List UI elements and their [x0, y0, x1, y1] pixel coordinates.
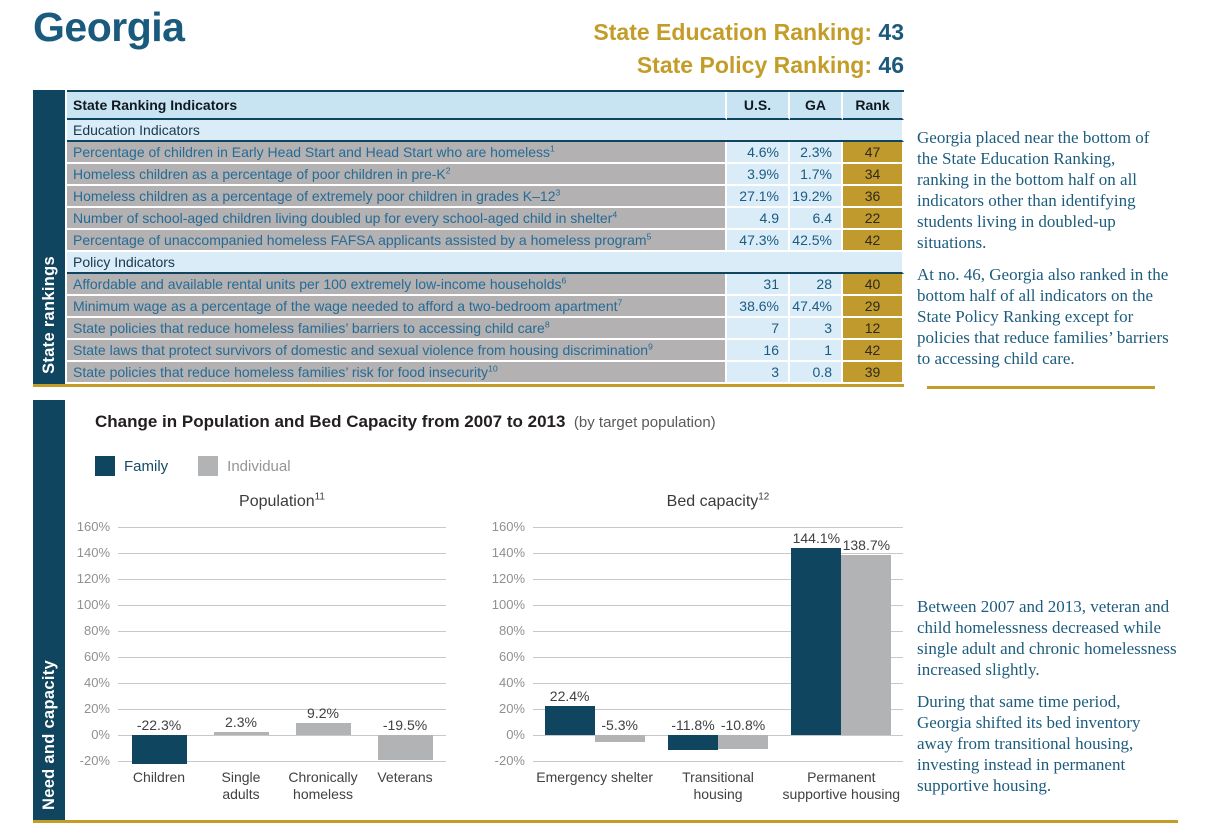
- footnote-ref: 10: [488, 363, 498, 374]
- gridline: [533, 527, 903, 528]
- footnote-ref: 4: [612, 209, 618, 220]
- us-value: 16: [727, 340, 790, 362]
- rank-value: 42: [843, 230, 904, 252]
- indicator-label: Homeless children as a percentage of extremely poor children in grades $K-12^3$: [67, 186, 727, 208]
- indicator-label: Percentage of unaccompanied homeless FAFSA applicants assisted by a homeless program$^5$: [67, 230, 727, 252]
- table-group-label: Education Indicators: [67, 120, 904, 142]
- x-axis-category-label: Single adults: [221, 769, 261, 802]
- y-axis: [76, 519, 118, 768]
- footnote-ref: 9: [648, 341, 653, 352]
- ga-value: 42.5%: [790, 230, 843, 252]
- plot-area: [118, 527, 446, 761]
- gridline: [118, 553, 446, 554]
- ga-value: 1: [790, 340, 843, 362]
- column-header-indicator: State Ranking Indicators: [67, 92, 727, 120]
- y-axis-tick-label: 40%: [498, 675, 525, 690]
- indicator-label: State policies that reduce homeless families’ barriers to accessing child care$^8$: [67, 318, 727, 340]
- x-axis-category-label: Permanent supportive housing: [782, 769, 901, 802]
- policy-ranking-value: 46: [878, 52, 904, 78]
- education-ranking-value: 43: [878, 19, 904, 45]
- bar-value-label: 9.2%: [307, 705, 339, 722]
- y-axis: [491, 519, 533, 768]
- commentary-paragraph: Between 2007 and 2013, veteran and child homelessness decreased while single adult and chronic homelessness increased slightly.: [917, 597, 1177, 679]
- ga-value: 0.8: [790, 362, 843, 384]
- bar-individual: [841, 555, 891, 735]
- us-value: 4.9: [727, 208, 790, 230]
- gridline: [118, 579, 446, 580]
- bar-individual: [595, 735, 645, 742]
- ga-value: 28: [790, 274, 843, 296]
- individual-color-swatch: [198, 456, 218, 476]
- y-axis-tick-label: 60%: [498, 649, 525, 664]
- state-ranking-table-body: [67, 120, 904, 384]
- indicator-label: Percentage of children in Early Head Start and Head Start who are homeless$^1$: [67, 142, 727, 164]
- indicator-row: [67, 208, 904, 230]
- us-value: 47.3%: [727, 230, 790, 252]
- footnote-ref: 1: [550, 143, 555, 154]
- footnote-ref: 2: [445, 165, 451, 176]
- section-tab-label: Need and capacity: [39, 660, 58, 810]
- section-tab-need-and-capacity: [33, 400, 65, 820]
- bar-family: [132, 735, 187, 764]
- us-value: 31: [727, 274, 790, 296]
- gridline: [118, 709, 446, 710]
- y-axis-tick-label: 20%: [83, 701, 110, 716]
- gridline: [118, 631, 446, 632]
- y-axis-tick-label: 40%: [83, 675, 110, 690]
- chart-section-heading: [95, 412, 716, 432]
- bar-individual: [214, 732, 269, 735]
- legend-item-family: [95, 456, 168, 476]
- page-title: Georgia: [33, 4, 185, 50]
- ga-value: 6.4: [790, 208, 843, 230]
- ga-value: 1.7%: [790, 164, 843, 186]
- y-axis-tick-label: 120%: [76, 571, 110, 586]
- bar-individual: [296, 723, 351, 735]
- commentary-paragraph: During that same time period, Georgia shifted its bed inventory away from transitional housing, investing instead in permanent supportive housing.: [917, 692, 1141, 795]
- indicator-row: [67, 274, 904, 296]
- rank-value: 34: [843, 164, 904, 186]
- population-chart: [76, 492, 446, 803]
- indicator-row: [67, 186, 904, 208]
- indicator-row: [67, 362, 904, 384]
- indicator-row: [67, 340, 904, 362]
- education-ranking-line: [593, 16, 904, 49]
- y-axis-tick-label: 140%: [491, 545, 525, 560]
- table-header-row: [67, 92, 904, 120]
- indicator-label: State policies that reduce homeless families’ risk for food insecurity$^{10}$: [67, 362, 727, 384]
- ga-value: 2.3%: [790, 142, 843, 164]
- y-axis-tick-label: 80%: [83, 623, 110, 638]
- rank-value: 40: [843, 274, 904, 296]
- rank-value: 29: [843, 296, 904, 318]
- y-axis-tick-label: 80%: [498, 623, 525, 638]
- bar-value-label: -10.8%: [720, 717, 766, 733]
- rankings-commentary: [917, 90, 1169, 389]
- legend-label: Family: [124, 457, 169, 475]
- y-axis-tick-label: 160%: [491, 519, 525, 534]
- policy-ranking-line: [593, 49, 904, 82]
- aside-gold-rule: [927, 386, 1155, 389]
- chart-footnote-ref: 12: [758, 491, 770, 503]
- us-value: 7: [727, 318, 790, 340]
- us-value: 3.9%: [727, 164, 790, 186]
- x-axis-category-label: Transitional housing: [682, 769, 754, 802]
- indicator-row: [67, 296, 904, 318]
- bed-capacity-chart-title: Bed capacity$^{12}$: [666, 491, 770, 510]
- chart-legend: [95, 456, 291, 476]
- bar-value-label: -5.3%: [601, 717, 638, 733]
- population-chart-title: Population$^{11}$: [239, 491, 325, 510]
- policy-ranking-label: State Policy Ranking:: [636, 52, 873, 78]
- commentary-paragraph: At no. 46, Georgia also ranked in the bottom half of all indicators on the State Policy Ranking except for policies that reduce families’ barriers to accessing child care.: [917, 265, 1169, 368]
- ga-value: 47.4%: [790, 296, 843, 318]
- footnote-ref: 6: [561, 275, 567, 286]
- bar-individual: [378, 735, 433, 760]
- footnote-ref: 8: [544, 319, 550, 330]
- indicator-label: Homeless children as a percentage of poor children in pre-$K^2$: [67, 164, 727, 186]
- bar-value-label: 138.7%: [842, 536, 891, 553]
- indicator-row: [67, 230, 904, 252]
- state-rankings-summary: [593, 16, 904, 82]
- x-axis: [118, 769, 446, 803]
- state-rankings-section: [33, 90, 904, 387]
- column-header-ga: GA: [790, 92, 843, 120]
- y-axis-tick-label: 160%: [76, 519, 110, 534]
- us-value: 27.1%: [727, 186, 790, 208]
- y-axis-tick-label: 0%: [506, 727, 525, 742]
- x-axis-category-label: Emergency shelter: [536, 769, 654, 785]
- table-group-header-row: [67, 252, 904, 274]
- ga-value: 19.2%: [790, 186, 843, 208]
- commentary-paragraph: Georgia placed near the bottom of the State Education Ranking, ranking in the bottom half on all indicators other than identifying students living in doubled-up situations.: [917, 128, 1150, 252]
- us-value: 4.6%: [727, 142, 790, 164]
- table-group-label: Policy Indicators: [67, 252, 904, 274]
- y-axis-tick-label: 120%: [491, 571, 525, 586]
- bar-family: [668, 735, 718, 750]
- chart-section-title: Change in Population and Bed Capacity from 2007 to 2013: [95, 412, 566, 431]
- indicator-label: State laws that protect survivors of domestic and sexual violence from housing discrimination$^9$: [67, 340, 727, 362]
- bar-value-label: -19.5%: [382, 717, 428, 733]
- gridline: [533, 761, 903, 762]
- bar-value-label: -22.3%: [136, 717, 182, 733]
- indicator-row: [67, 142, 904, 164]
- section-divider-gold-rule: [33, 384, 904, 387]
- rank-value: 12: [843, 318, 904, 340]
- x-axis: [533, 769, 903, 803]
- gridline: [118, 527, 446, 528]
- us-value: 38.6%: [727, 296, 790, 318]
- indicator-label: Minimum wage as a percentage of the wage needed to afford a two-bedroom apartment$^7$: [67, 296, 727, 318]
- rank-value: 36: [843, 186, 904, 208]
- rank-value: 42: [843, 340, 904, 362]
- column-header-us: U.S.: [727, 92, 790, 120]
- bar-family: [545, 706, 595, 735]
- chart-section-subtitle: (by target population): [573, 414, 716, 431]
- gridline: [118, 605, 446, 606]
- bar-value-label: -11.8%: [671, 717, 715, 733]
- gridline: [118, 683, 446, 684]
- bar-value-label: 2.3%: [225, 714, 257, 730]
- footnote-ref: 7: [617, 297, 623, 308]
- y-axis-tick-label: 60%: [83, 649, 110, 664]
- footnote-ref: 3: [555, 187, 561, 198]
- bar-family: [791, 548, 841, 735]
- y-axis-tick-label: 100%: [491, 597, 525, 612]
- y-axis-tick-label: -20%: [79, 753, 110, 768]
- rank-value: 39: [843, 362, 904, 384]
- rank-value: 22: [843, 208, 904, 230]
- rank-value: 47: [843, 142, 904, 164]
- gridline: [118, 657, 446, 658]
- indicator-row: [67, 164, 904, 186]
- bar-individual: [718, 735, 768, 749]
- bar-value-label: 22.4%: [549, 687, 590, 704]
- need-capacity-commentary: [917, 400, 1179, 823]
- family-color-swatch: [95, 456, 115, 476]
- indicator-row: [67, 318, 904, 340]
- indicator-label: Number of school-aged children living doubled up for every school-aged child in shelter$^4$: [67, 208, 727, 230]
- x-axis-category-label: Veterans: [377, 769, 433, 785]
- y-axis-tick-label: 100%: [76, 597, 110, 612]
- x-axis-category-label: Children: [132, 769, 186, 785]
- education-ranking-label: State Education Ranking:: [593, 19, 873, 45]
- bed-capacity-chart: [491, 492, 903, 803]
- legend-label: Individual: [227, 457, 291, 475]
- plot-area: [533, 527, 903, 761]
- y-axis-tick-label: -20%: [494, 753, 525, 768]
- y-axis-tick-label: 20%: [498, 701, 525, 716]
- ga-value: 3: [790, 318, 843, 340]
- bar-value-label: 144.1%: [792, 529, 841, 546]
- x-axis-category-label: Chronically homeless: [288, 769, 358, 802]
- chart-footnote-ref: 11: [314, 491, 325, 503]
- legend-item-individual: [198, 456, 290, 476]
- y-axis-tick-label: 0%: [91, 727, 110, 742]
- state-ranking-table: [67, 90, 904, 384]
- y-axis-tick-label: 140%: [76, 545, 110, 560]
- section-tab-state-rankings: [33, 90, 65, 384]
- footnote-ref: 5: [646, 231, 652, 242]
- table-group-header-row: [67, 120, 904, 142]
- column-header-rank: Rank: [843, 92, 904, 120]
- us-value: 3: [727, 362, 790, 384]
- indicator-label: Affordable and available rental units per 100 extremely low-income households$^6$: [67, 274, 727, 296]
- section-tab-label: State rankings: [39, 256, 58, 374]
